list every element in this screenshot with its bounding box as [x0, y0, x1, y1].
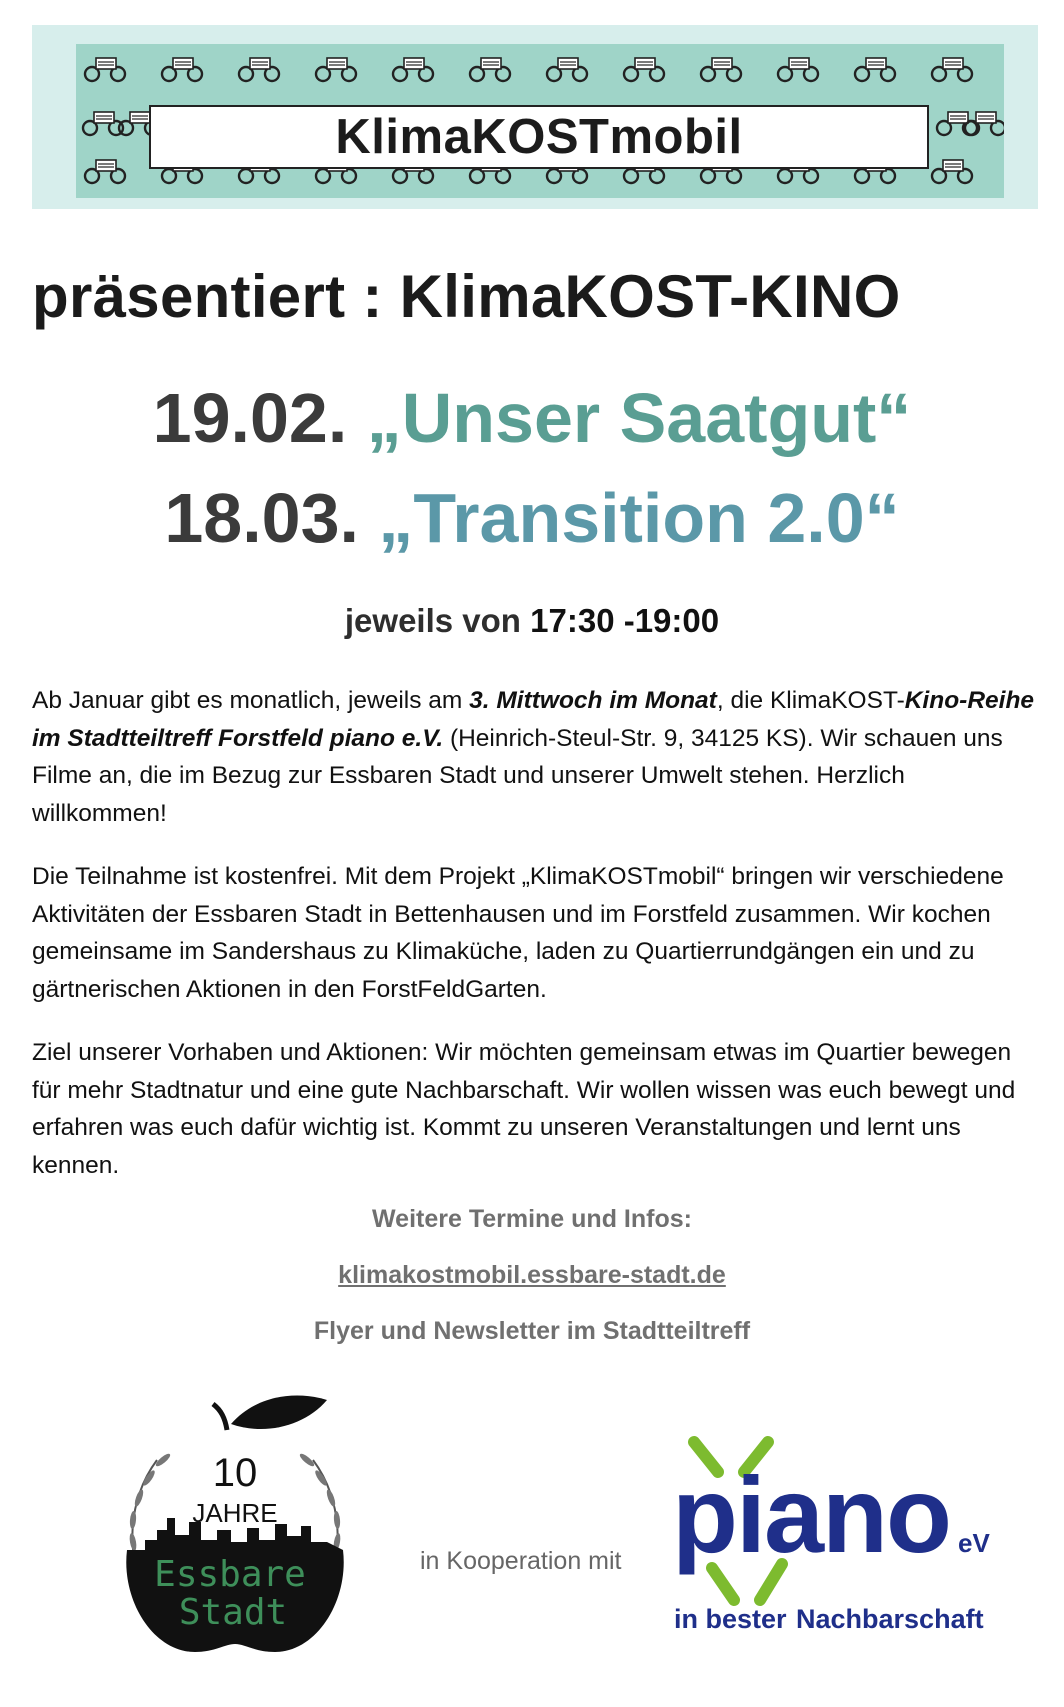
intro-emphasis-2: Kino-Reihe im Stadtteiltreff Forstfeld piano e.V.	[32, 687, 1035, 752]
piano-logo-name: piano	[672, 1454, 950, 1575]
banner-pattern-area	[76, 44, 1004, 198]
apple-logo-essbare: Essbare	[154, 1554, 306, 1595]
apple-icon	[105, 1390, 365, 1660]
piano-tagline-2: Nachbarschaft	[796, 1604, 984, 1634]
paragraph-participation: Die Teilnahme ist kostenfrei. Mit dem Projekt „KlimaKOSTmobil“ bringen wir verschiedene Aktivitäten der Essbaren Stadt in Bettenhausen und im Forstfeld zusammen. Wir kochen gemeinsame im Sandershaus zu Klimaküche, laden zu Quartierrundgängen ein und zu gärtnerischen Aktionen in den ForstFeldGarten.	[32, 863, 1004, 1003]
bicycle-cart-icon	[547, 58, 587, 81]
website-link[interactable]: klimakostmobil.essbare-stadt.de	[338, 1261, 726, 1289]
bicycle-cart-icon	[937, 112, 977, 135]
film-date: 18.03.	[164, 479, 359, 557]
intro-text-2: , die KlimaKOST-	[716, 687, 905, 714]
piano-tagline-1: in bester	[674, 1604, 787, 1634]
paragraph-intro	[32, 682, 1042, 832]
bicycle-cart-icon	[701, 58, 741, 81]
banner-title-box	[149, 105, 929, 169]
film-entry-2	[0, 478, 1064, 558]
bicycle-cart-icon	[624, 58, 664, 81]
banner-title: KlimaKOSTmobil	[335, 110, 743, 164]
intro-text-3: (Heinrich-Steul-Str. 9, 34125 KS). Wir schauen uns Filme an, die im Bezug zur Essbaren Stadt und unserer Umwelt stehen. Herzlich willkommen!	[32, 724, 1003, 827]
page-headline: präsentiert : KlimaKOST-KINO	[32, 263, 901, 330]
time-range: 17:30 -19:00	[530, 602, 720, 639]
bicycle-cart-icon	[85, 160, 125, 183]
apple-logo-number: 10	[212, 1451, 258, 1495]
bicycle-cart-icon	[932, 58, 972, 81]
bicycle-cart-icon	[239, 58, 279, 81]
time-prefix: jeweils von	[344, 602, 521, 639]
bicycle-cart-icon	[316, 58, 356, 81]
flyer-note: Flyer und Newsletter im Stadtteiltreff	[313, 1317, 751, 1345]
apple-logo-stadt: Stadt	[178, 1592, 288, 1633]
intro-emphasis-1: 3. Mittwoch im Monat	[469, 687, 717, 714]
film-title: „Unser Saatgut“	[366, 379, 912, 457]
intro-text-1: Ab Januar gibt es monatlich, jeweils am	[32, 687, 470, 714]
bicycle-cart-icon	[85, 58, 125, 81]
paragraph-goals: Ziel unserer Vorhaben und Aktionen: Wir möchten gemeinsam etwas im Quartier bewegen für mehr Stadtnatur und eine gute Nachbarschaft. Wir wollen wissen was euch bewegt und erfahren was euch dafür wichtig ist. Kommt zu unseren Veranstaltungen und lernt uns kennen.	[32, 1039, 1016, 1179]
bicycle-cart-icon	[393, 58, 433, 81]
bicycle-cart-icon	[778, 58, 818, 81]
more-info-heading: Weitere Termine und Infos:	[372, 1205, 692, 1233]
bicycle-cart-icon	[83, 112, 123, 135]
bicycle-cart-icon	[162, 58, 202, 81]
bicycle-cart-icon	[470, 58, 510, 81]
time-info	[0, 602, 1064, 640]
bicycle-cart-icon	[932, 160, 972, 183]
film-date: 19.02.	[152, 379, 348, 457]
piano-logo	[672, 1428, 1002, 1658]
film-title: „Transition 2.0“	[378, 479, 900, 557]
piano-logo-suffix: eV	[958, 1528, 990, 1558]
apple-logo-years: JAHRE	[192, 1498, 278, 1528]
bicycle-cart-icon	[965, 112, 1004, 135]
header-banner	[32, 25, 1038, 209]
cooperation-text: in Kooperation mit	[420, 1547, 622, 1575]
film-entry-1	[0, 378, 1064, 458]
bicycle-cart-icon	[855, 58, 895, 81]
